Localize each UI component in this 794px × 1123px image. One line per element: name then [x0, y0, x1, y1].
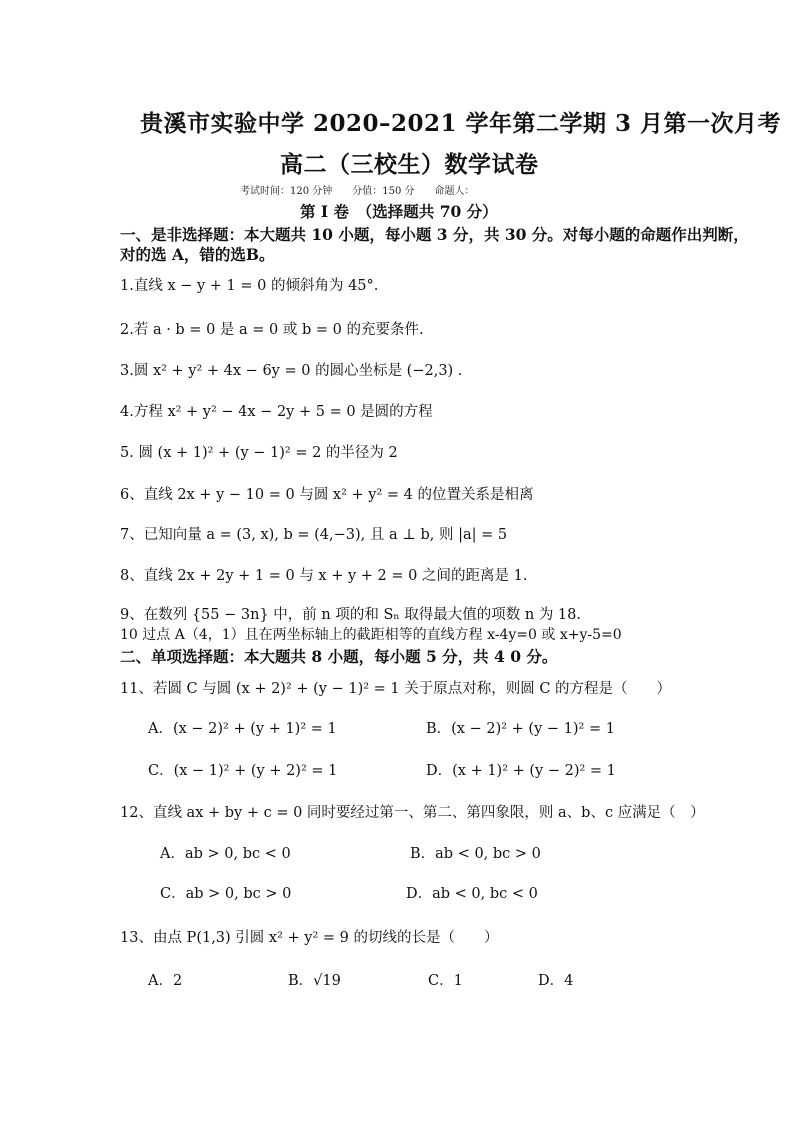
question-13-option-b: B．√19: [288, 973, 341, 989]
question-7: 7、已知向量 a = (3, x), b = (4,−3), 且 a ⊥ b, 则 |a| = 5: [120, 527, 508, 543]
question-13-option-d: D．4: [538, 973, 574, 989]
exam-title-line2: 高二（三校生）数学试卷: [280, 151, 539, 178]
question-11-option-b: B．(x − 2)² + (y − 1)² = 1: [426, 721, 615, 737]
question-13-option-c: C．1: [428, 973, 463, 989]
question-12-option-d: D．ab < 0, bc < 0: [406, 886, 538, 902]
question-13-option-a: A．2: [148, 973, 183, 989]
question-11-option-d: D．(x + 1)² + (y − 2)² = 1: [426, 763, 616, 779]
question-11-option-c: C．(x − 1)² + (y + 2)² = 1: [148, 763, 338, 779]
question-6: 6、直线 2x + y − 10 = 0 与圆 x² + y² = 4 的位置关系是相离: [120, 487, 534, 503]
question-2: 2.若 a · b = 0 是 a = 0 或 b = 0 的充要条件.: [120, 322, 424, 338]
exam-info: 考试时间：120 分钟 分值：150 分 命题人：: [240, 186, 475, 197]
question-13-stem: 13、由点 P(1,3) 引圆 x² + y² = 9 的切线的长是（ ）: [120, 930, 499, 946]
question-12-option-b: B．ab < 0, bc > 0: [410, 846, 541, 862]
question-8: 8、直线 2x + 2y + 1 = 0 与 x + y + 2 = 0 之间的距离是 1.: [120, 568, 528, 584]
question-1: 1.直线 x − y + 1 = 0 的倾斜角为 45°.: [120, 278, 379, 294]
question-11-option-a: A．(x − 2)² + (y + 1)² = 1: [148, 721, 337, 737]
question-12-stem: 12、直线 ax + by + c = 0 同时要经过第一、第二、第四象限，则 a、b、c 应满足（ ）: [120, 805, 705, 821]
question-3: 3.圆 x² + y² + 4x − 6y = 0 的圆心坐标是 (−2,3) .: [120, 363, 463, 379]
question-9: 9、在数列 {55 − 3n} 中，前 n 项的和 Sₙ 取得最大值的项数 n 为 18.: [120, 607, 581, 623]
question-12-option-c: C．ab > 0, bc > 0: [160, 886, 292, 902]
question-11-stem: 11、若圆 C 与圆 (x + 2)² + (y − 1)² = 1 关于原点对称，则圆 C 的方程是（ ）: [120, 681, 672, 697]
question-10: 10 过点 A（4，1）且在两坐标轴上的截距相等的直线方程 x-4y=0 或 x+y-5=0: [120, 627, 622, 643]
section1-heading-line1: 一、是非选择题：本大题共 10 小题，每小题 3 分，共 30 分。对每小题的命题作出判断，: [120, 225, 749, 244]
section2-heading: 二、单项选择题：本大题共 8 小题，每小题 5 分，共 4 0 分。: [120, 647, 558, 666]
exam-title-line1: 贵溪市实验中学 2020–2021 学年第二学期 3 月第一次月考: [140, 110, 782, 137]
section1-heading-line2: 对的选 A，错的选B。: [120, 245, 275, 264]
question-5: 5. 圆 (x + 1)² + (y − 1)² = 2 的半径为 2: [120, 445, 398, 461]
question-12-option-a: A．ab > 0, bc < 0: [160, 846, 291, 862]
volume-title: 第 I 卷 （选择题共 70 分）: [300, 202, 498, 221]
question-4: 4.方程 x² + y² − 4x − 2y + 5 = 0 是圆的方程: [120, 404, 433, 420]
